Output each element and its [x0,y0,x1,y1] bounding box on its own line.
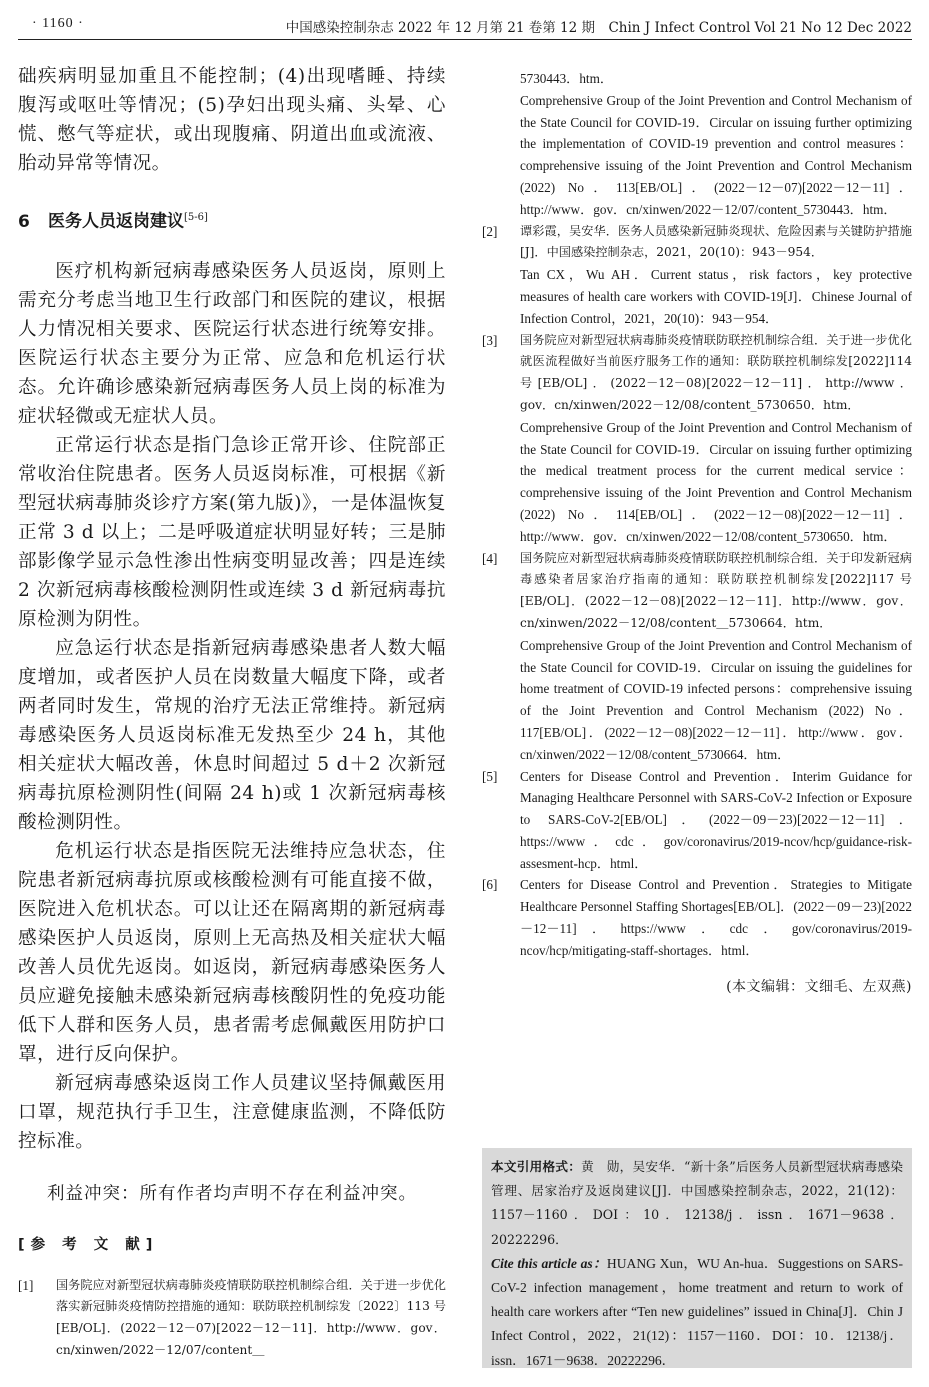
citation-label-en: Cite this article as： [491,1255,607,1271]
reference-item [482,766,912,875]
reference-item [482,221,912,330]
reference-number: [1] [18,1277,34,1293]
reference-number: [6] [482,877,498,893]
section-heading [18,205,446,235]
reference-number: [4] [482,550,498,566]
journal-running-head: 中国感染控制杂志 2022 年 12 月第 21 卷第 12 期 Chin J Infect Control Vol 21 No 12 Dec 2022 [285,20,912,36]
editor-credit: (本文编辑：文细毛、左双燕) [726,978,912,995]
paragraph-return-advice: 新冠病毒感染返岗工作人员建议坚持佩戴医用口罩，规范执行手卫生，注意健康监测，不降低防控标准。 [18,1072,446,1152]
reference-continuation-zh: 5730443．htm． [520,71,614,86]
citation-en [491,1252,903,1373]
reference-text-zh: 国务院应对新型冠状病毒肺炎疫情联防联控机制综合组．关于进一步优化落实新冠肺炎疫情防控措施的通知：联防联控机制综发〔2022〕113 号[EB/OL]．(2022－12－07)[2022－12－11]．http://www．gov．cn/xinwen/2022－12/07/content＿ [56,1277,446,1358]
reference-text-zh: 国务院应对新型冠状病毒肺炎疫情联防联控机制综合组．关于印发新冠病毒感染者居家治疗指南的通知：联防联控机制综发[2022]117 号[EB/OL]．(2022－12－08)[2022－12－11]．http://www．gov．cn/xinwen/2022－12/08/content＿5730664．htm． [520,550,912,630]
conflict-of-interest: 利益冲突：所有作者均声明不存在利益冲突。 [47,1183,417,1204]
page-header [18,12,912,36]
section-title: 医务人员返岗建议 [48,211,184,232]
reference-number: [5] [482,768,498,784]
paragraph-normal-state: 正常运行状态是指门急诊正常开诊、住院部正常收治住院患者。医务人员返岗标准，可根据《新型冠状病毒肺炎诊疗方案(第九版)》，一是体温恢复正常 3 d 以上；二是呼吸道症状明显好转；三是肺部影像学显示急性渗出性病变明显改善；四是连续 2 次新冠病毒核酸检测阴性或连续 3 d 新冠病毒抗原检测为阴性。 [18,434,446,630]
right-column [482,68,912,996]
reference-continuation-en: Comprehensive Group of the Joint Prevention and Control Mechanism of the State Council for COVID-19．Circular on issuing further optimizing the implementation of COVID-19 prevention and control measures：comprehensive issuing of the Joint Prevention and Control Mechanism (2022) No．113[EB/OL]．(2022－12－07)[2022－12－11]．http://www．gov．cn/xinwen/2022－12/07/content_5730443．htm． [520,92,912,217]
left-column [18,62,446,1362]
section-number: 6 [18,211,30,232]
paragraph-emergency-state: 应急运行状态是指新冠病毒感染患者人数大幅度增加，或者医护人员在岗数量大幅度下降，或者两者同时发生，常规的治疗无法正常维持。新冠病毒感染医务人员返岗标准无发热至少 24 h，其他相关症状大幅改善，休息时间超过 5 d＋2 次新冠病毒抗原检测阴性(间隔 24 h)或 1 次新冠病毒核酸检测阴性。 [18,637,446,833]
reference-text-zh: 谭彩霞，吴安华．医务人员感染新冠肺炎现状、危险因素与关键防护措施[J]．中国感染控制杂志，2021，20(10)：943－954． [520,223,912,260]
reference-text-en: Tan CX，Wu AH．Current status，risk factors，key protective measures of health care workers with COVID-19[J]．Chinese Journal of Infection Control，2021，20(10)：943－954． [520,267,912,326]
reference-item [482,548,912,766]
citation-text-en: HUANG Xun，WU An-hua．Suggestions on SARS-CoV-2 infection management，home treatment and return to work of health care workers after “Ten new guidelines” issued in China[J]．Chin J Infect Control，2022，21(12)：1157－1160．DOI：10．12138/j．issn．1671－9638．20222296． [491,1255,904,1368]
reference-item [482,330,912,548]
paragraph-return-principle: 医疗机构新冠病毒感染医务人员返岗，原则上需充分考虑当地卫生行政部门和医院的建议，根据人力情况相关要求、医院运行状态进行统筹安排。医院运行状态主要分为正常、应急和危机运行状态。允许确诊感染新冠病毒医务人员上岗的标准为症状轻微或无症状人员。 [18,260,446,427]
reference-text-en: Comprehensive Group of the Joint Prevention and Control Mechanism of the State Council for COVID-19．Circular on issuing the guidelines for home treatment of COVID-19 infected persons：comprehensive issuing of the Joint Prevention and Control Mechanism (2022) No．117[EB/OL]．(2022－12－08)[2022－12－11]．http://www．gov．cn/xinwen/2022－12/08/content_5730664．htm． [520,637,912,762]
reference-text-en: Centers for Disease Control and Prevention．Interim Guidance for Managing Healthcare Personnel with SARS-CoV-2 Infection or Exposure to SARS-CoV-2[EB/OL]．(2022－09－23)[2022－12－11]．https://www．cdc．gov/coronavirus/2019-ncov/hcp/guidance-risk-assesment-hcp．html． [520,768,912,871]
reference-number: [3] [482,332,498,348]
reference-item [18,1275,446,1362]
reference-text-zh: 国务院应对新型冠状病毒肺炎疫情联防联控机制综合组．关于进一步优化就医流程做好当前医疗服务工作的通知：联防联控机制综发[2022]114 号[EB/OL]．(2022－12－08)[2022－12－11]．http://www．gov．cn/xinwen/2022－12/08/content_5730650．htm． [520,332,912,412]
section-citation: [5-6] [184,212,208,223]
reference-text-en: Centers for Disease Control and Prevention．Strategies to Mitigate Healthcare Personnel Staffing Shortages[EB/OL]．(2022－09－23)[2022－12－11]．https://www．cdc．gov/coronavirus/2019-ncov/hcp/mitigating-staff-shortages．html． [520,877,912,958]
citation-zh [491,1155,903,1252]
intro-paragraph: 础疾病明显加重且不能控制；(4)出现嗜睡、持续腹泻或呕吐等情况；(5)孕妇出现头痛、头晕、心慌、憋气等症状，或出现腹痛、阴道出血或流液、胎动异常等情况。 [18,66,446,174]
reference-text-en: Comprehensive Group of the Joint Prevention and Control Mechanism of the State Council for COVID-19．Circular on issuing further optimizing the medical treatment process for the current medical service：comprehensive issuing of the Joint Prevention and Control Mechanism (2022) No．114[EB/OL]．(2022－12－08)[2022－12－11]．http://www．gov．cn/xinwen/2022－12/08/content_5730650．htm． [520,419,912,544]
citation-box [482,1148,912,1368]
paragraph-crisis-state: 危机运行状态是指医院无法维持应急状态，住院患者新冠病毒抗原或核酸检测有可能直接不做，医院进入危机状态。可以让还在隔离期的新冠病毒感染医护人员返岗，原则上无高热及相关症状大幅改善人员优先返岗。如返岗，新冠病毒感染医务人员应避免接触未感染新冠病毒核酸阴性的免疫功能低下人群和医务人员，患者需考虑佩戴医用防护口罩，进行反向保护。 [18,840,446,1065]
reference-number: [2] [482,223,498,239]
citation-label-zh: 本文引用格式： [491,1159,582,1174]
page-number: · 1160 · [32,16,84,31]
citation-text-zh: 黄 勋，吴安华．“新十条”后医务人员新型冠状病毒感染管理、居家治疗及返岗建议[J]．中国感染控制杂志，2022，21(12)：1157－1160．DOI：10．12138/j．issn．1671－9638．20222296． [491,1159,903,1247]
header-rule [18,39,912,40]
reference-item [482,874,912,961]
references-heading: [参 考 文 献] [18,1236,159,1253]
